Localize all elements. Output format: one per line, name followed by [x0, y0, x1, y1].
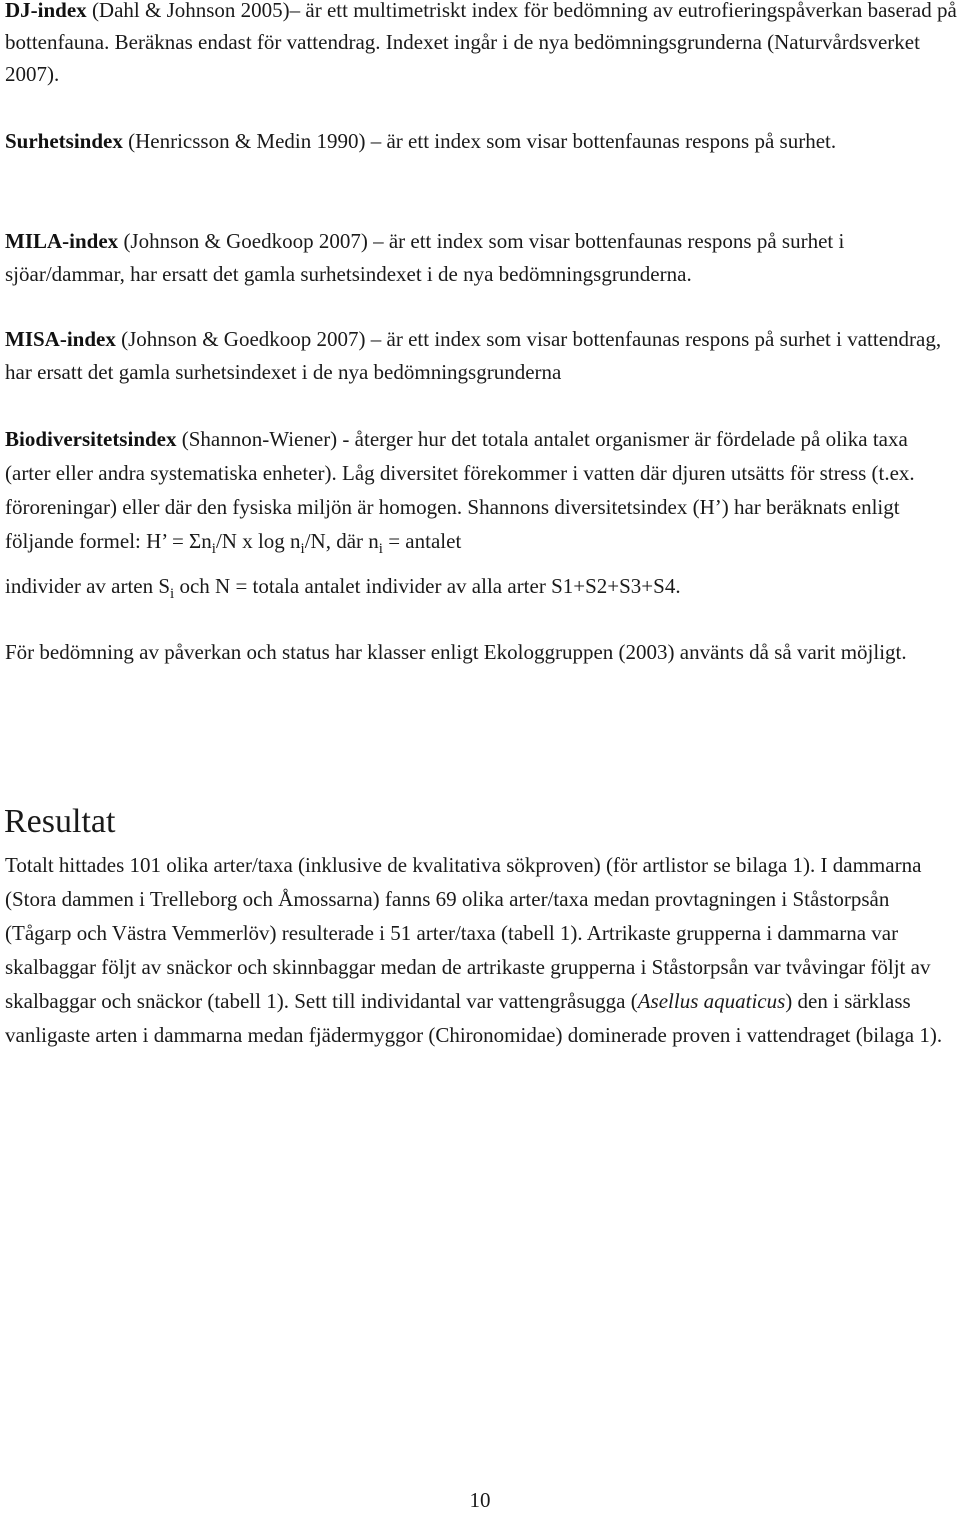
formula-subscript: i [170, 586, 175, 602]
mila-index-paragraph [5, 225, 957, 291]
biodiversitetsindex-term: Biodiversitetsindex [5, 427, 177, 451]
formula-last-line [5, 566, 957, 614]
bedomning-paragraph: För bedömning av påverkan och status har klasser enligt Ekologgruppen (2003) använts då så varit möjligt. [5, 640, 907, 664]
resultat-text: ) den i särklass vanligaste arten i dammarna medan fjädermyggor (Chironomidae) dominerade proven i vattendraget (bilaga 1). [5, 989, 943, 1047]
misa-index-text: (Johnson & Goedkoop 2007) – är ett index som visar bottenfaunas respons på surhet i vattendrag, har ersatt det gamla surhetsindexet i de nya bedömningsgrunderna [5, 327, 942, 384]
resultat-text: Totalt hittades 101 olika arter/taxa (inklusive de kvalitativa sökproven) (för artlistor se bilaga 1). I dammarna (Stora dammen i Trelleborg och Åmossarna) fanns 69 olika arter/taxa medan provtagningen i Ståstorpsån (Tågarp och Västra Vemmerlöv) resulterade i 51 arter/taxa (tabell 1). Artrikaste grupperna i dammarna var skalbaggar följt av snäckor och skinnbaggar medan de artrikaste grupperna i Ståstorpsån var tvåvingar följt av skalbaggar och snäckor (tabell 1). Sett till individantal var vattengråsugga ( [5, 853, 931, 1013]
surhetsindex-text: (Henricsson & Medin 1990) – är ett index som visar bottenfaunas respons på surhet. [122, 129, 837, 153]
biodiversitetsindex-text: (Shannon-Wiener) - återger hur det totala antalet organismer är fördelade på olika taxa (arter eller andra systematiska enheter). Låg diversitet förekommer i vatten där djuren utsätts för stress (t.ex. föroreningar) eller där den fysiska miljön är homogen. Shannons diversitetsindex (H’) har beräknats enligt följande formel: H’ = Σn [5, 427, 915, 553]
formula-subscript: i [378, 541, 383, 557]
formula-text: individer av arten S [5, 574, 171, 598]
formula-subscript: i [211, 541, 216, 557]
formula-text: /N x log n [215, 529, 301, 553]
misa-index-paragraph [5, 323, 957, 389]
species-name: Asellus aquaticus [637, 989, 786, 1013]
formula-text: /N, där n [304, 529, 379, 553]
dj-index-paragraph [5, 0, 957, 90]
page-number: 10 [469, 1488, 491, 1512]
formula-subscript: i [300, 541, 305, 557]
mila-index-text: (Johnson & Goedkoop 2007) – är ett index som visar bottenfaunas respons på surhet i sjöar/dammar, har ersatt det gamla surhetsindexet i de nya bedömningsgrunderna. [5, 229, 845, 286]
resultat-heading: Resultat [4, 803, 116, 840]
dj-index-term: DJ-index [5, 0, 87, 22]
surhetsindex-term: Surhetsindex [5, 129, 123, 153]
misa-index-term: MISA-index [5, 327, 116, 351]
formula-text: = antalet [382, 529, 462, 553]
biodiversitetsindex-paragraph [5, 422, 957, 614]
mila-index-term: MILA-index [5, 229, 119, 253]
surhetsindex-paragraph [5, 125, 957, 158]
dj-index-text: (Dahl & Johnson 2005)– är ett multimetriskt index för bedömning av eutrofieringspåverkan baserad på bottenfauna. Beräknas endast för vattendrag. Indexet ingår i de nya bedömningsgrunderna (Naturvårdsverket 2007). [5, 0, 957, 86]
formula-text: och N = totala antalet individer av alla arter S1+S2+S3+S4. [174, 574, 681, 598]
resultat-paragraph [5, 848, 957, 1052]
